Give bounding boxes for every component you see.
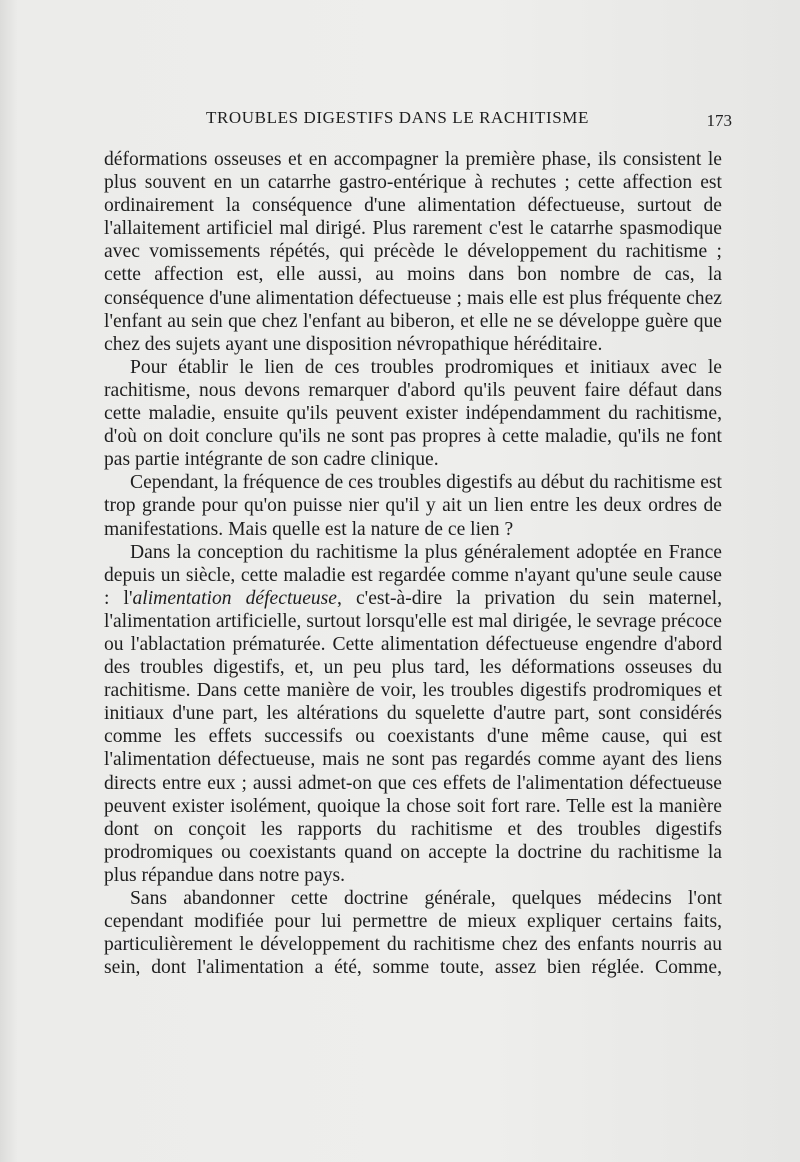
body-text [104, 148, 722, 979]
paragraph [104, 541, 722, 887]
paragraph [104, 356, 722, 471]
paragraph-text: Cependant, la fréquence de ces troubles digestifs au début du rachitisme est trop grande pour qu'on puisse nier qu'il y ait un lien entre les deux ordres de manifestations. Mais quelle est la nature de ce lien ? [104, 472, 722, 540]
running-title: TROUBLES DIGESTIFS DANS LE RACHITISME [206, 108, 589, 127]
paragraph-text: Sans abandonner cette doctrine générale, quelques médecins l'ont cependant modifiée pour lui permettre de mieux expliquer certains faits, particulièrement le développement du rachitisme chez des enfants nourris au sein, dont l'alimentation a été, somme toute, assez bien réglée. Comme, [104, 888, 722, 979]
paragraph [104, 471, 722, 540]
paragraph [104, 887, 722, 979]
paragraph-text: Dans la conception du rachitisme la plus généralement adoptée en France depuis un siècle, cette maladie est regardée comme n'ayant qu'une seule cause : l' [104, 541, 722, 609]
italic-term: alimentation défectueuse [132, 587, 338, 609]
page-header [0, 108, 800, 138]
paragraph-continuation [104, 148, 722, 356]
paragraph-text: déformations osseuses et en accompagner la première phase, ils consistent le plus souvent en un catarrhe gastro-entérique à rechutes ; cette affection est ordinairement la conséquence d'une alimentation défectueuse, surtout de l'allaitement artificiel mal dirigé. Plus rarement c'est le catarrhe spasmodique avec vomissements répétés, qui précède le développement du rachitisme ; cette affection est, elle aussi, au moins dans bon nombre de cas, la conséquence d'une alimentation défectueuse ; mais elle est plus fréquente chez l'enfant au sein que chez l'enfant au biberon, et elle ne se développe guère que chez des sujets ayant une disposition névropathique héréditaire. [104, 149, 722, 355]
paragraph-text: Pour établir le lien de ces troubles prodromiques et initiaux avec le rachitisme, nous devons remarquer d'abord qu'ils peuvent faire défaut dans cette maladie, ensuite qu'ils peuvent exister indépendamment du rachitisme, d'où on doit conclure qu'ils ne sont pas propres à cette maladie, qu'ils ne font pas partie intégrante de son cadre clinique. [104, 356, 722, 471]
paragraph-text: , c'est-à-dire la privation du sein maternel, l'alimentation artificielle, surtout lorsqu'elle est mal dirigée, le sevrage précoce ou l'ablactation prématurée. Cette alimentation défectueuse engendre d'abord des troubles digestifs, et, un peu plus tard, les déformations osseuses du rachitisme. Dans cette manière de voir, les troubles digestifs prodromiques et initiaux d'une part, les altérations du squelette d'autre part, sont considérés comme les effets successifs ou coexistants d'une même cause, qui est l'alimentation défectueuse, mais ne sont pas regardés comme ayant des liens directs entre eux ; aussi admet-on que ces effets de l'alimentation défectueuse peuvent exister isolément, quoique la chose soit fort rare. Telle est la manière dont on conçoit les rapports du rachitisme et des troubles digestifs prodromiques ou coexistants quand on accepte la doctrine du rachitisme la plus répandue dans notre pays. [104, 587, 723, 886]
page-number: 173 [706, 111, 732, 130]
